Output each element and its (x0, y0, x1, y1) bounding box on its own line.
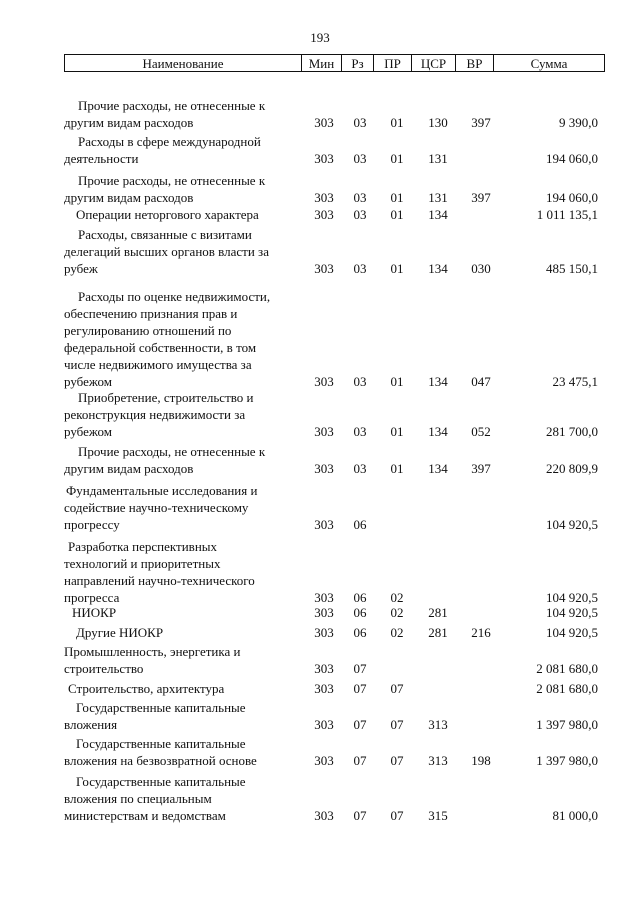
cell-csr: 134 (428, 261, 448, 276)
row-name-line: строительство (64, 661, 144, 676)
cell-pr: 07 (390, 753, 404, 768)
cell-sum: 2 081 680,0 (536, 681, 598, 696)
cell-min: 303 (314, 261, 334, 276)
row-name-line: Разработка перспективных (68, 539, 218, 554)
cell-pr: 01 (390, 190, 404, 205)
cell-csr: 131 (428, 151, 448, 166)
row-name-line: Прочие расходы, не отнесенные к (78, 173, 266, 188)
cell-min: 303 (314, 424, 334, 439)
cell-min: 303 (314, 115, 334, 130)
cell-pr: 02 (390, 590, 404, 605)
cell-csr: 313 (428, 753, 448, 768)
cell-pr: 01 (390, 374, 404, 389)
cell-csr: 281 (428, 625, 448, 640)
cell-rz: 03 (353, 261, 367, 276)
cell-sum: 104 920,5 (546, 625, 598, 640)
row-name-line: Приобретение, строительство и (78, 390, 254, 405)
row-name-line: Расходы в сфере международной (78, 134, 261, 149)
row-name-line: технологий и приоритетных (64, 556, 221, 571)
cell-vr: 052 (471, 424, 491, 439)
cell-min: 303 (314, 717, 334, 732)
row-name-line: Государственные капитальные (76, 736, 246, 751)
row-name-line: рубеж (64, 261, 98, 276)
cell-pr: 01 (390, 424, 404, 439)
cell-min: 303 (314, 605, 334, 620)
cell-csr: 281 (428, 605, 448, 620)
row-name-line: Государственные капитальные (76, 774, 246, 789)
cell-sum: 1 397 980,0 (536, 753, 598, 768)
cell-rz: 07 (353, 717, 367, 732)
cell-csr: 313 (428, 717, 448, 732)
row-name-line: реконструкция недвижимости за (64, 407, 246, 422)
header-sum: Сумма (493, 55, 604, 71)
cell-sum: 104 920,5 (546, 590, 598, 605)
row-name-line: прогресса (64, 590, 120, 605)
cell-pr: 02 (390, 625, 404, 640)
cell-vr: 397 (471, 190, 491, 205)
cell-vr: 030 (471, 261, 491, 276)
row-name-line: деятельности (64, 151, 139, 166)
cell-min: 303 (314, 625, 334, 640)
cell-rz: 03 (353, 151, 367, 166)
cell-rz: 06 (353, 605, 367, 620)
cell-csr: 130 (428, 115, 448, 130)
row-name-line: другим видам расходов (64, 461, 194, 476)
row-name-line: Расходы по оценке недвижимости, (78, 289, 271, 304)
row-name-line: другим видам расходов (64, 190, 194, 205)
row-name-line: вложения по специальным (64, 791, 212, 806)
cell-pr: 01 (390, 207, 404, 222)
table-header (64, 54, 605, 72)
cell-sum: 9 390,0 (559, 115, 598, 130)
cell-min: 303 (314, 753, 334, 768)
cell-sum: 194 060,0 (546, 151, 598, 166)
cell-rz: 07 (353, 753, 367, 768)
row-name-line: Расходы, связанные с визитами (78, 227, 252, 242)
cell-min: 303 (314, 461, 334, 476)
cell-rz: 03 (353, 461, 367, 476)
row-name-line: федеральной собственности, в том (64, 340, 257, 355)
cell-sum: 220 809,9 (546, 461, 598, 476)
cell-vr: 216 (471, 625, 491, 640)
cell-rz: 03 (353, 190, 367, 205)
row-name-line: другим видам расходов (64, 115, 194, 130)
cell-sum: 194 060,0 (546, 190, 598, 205)
cell-min: 303 (314, 190, 334, 205)
row-name-line: числе недвижимого имущества за (64, 357, 252, 372)
row-name-line: содействие научно-техническому (64, 500, 249, 515)
cell-sum: 1 397 980,0 (536, 717, 598, 732)
cell-pr: 07 (390, 717, 404, 732)
cell-min: 303 (314, 681, 334, 696)
header-min: Мин (301, 55, 341, 71)
cell-min: 303 (314, 151, 334, 166)
cell-pr: 01 (390, 261, 404, 276)
page-number: 193 (310, 30, 330, 45)
cell-rz: 06 (353, 517, 367, 532)
cell-rz: 06 (353, 590, 367, 605)
row-name-line: НИОКР (72, 605, 117, 620)
cell-vr: 047 (471, 374, 491, 389)
cell-vr: 397 (471, 115, 491, 130)
cell-sum: 281 700,0 (546, 424, 598, 439)
row-name-line: вложения (64, 717, 118, 732)
header-csr: ЦСР (411, 55, 455, 71)
row-name-line: рубежом (64, 424, 113, 439)
cell-sum: 2 081 680,0 (536, 661, 598, 676)
cell-min: 303 (314, 808, 334, 823)
row-name-line: вложения на безвозвратной основе (64, 753, 257, 768)
cell-rz: 03 (353, 424, 367, 439)
row-name-line: Прочие расходы, не отнесенные к (78, 444, 266, 459)
cell-csr: 131 (428, 190, 448, 205)
header-pr: ПР (373, 55, 411, 71)
cell-min: 303 (314, 590, 334, 605)
row-name-line: Промышленность, энергетика и (64, 644, 241, 659)
header-rz: Рз (341, 55, 373, 71)
header-name: Наименование (142, 56, 224, 71)
row-name-line: рубежом (64, 374, 113, 389)
cell-min: 303 (314, 207, 334, 222)
cell-rz: 07 (353, 681, 367, 696)
row-name-line: прогрессу (64, 517, 120, 532)
cell-pr: 01 (390, 115, 404, 130)
row-name-line: министерствам и ведомствам (64, 808, 226, 823)
row-name-line: регулированию отношений по (64, 323, 232, 338)
row-name-line: Операции неторгового характера (76, 207, 259, 222)
cell-pr: 07 (390, 681, 404, 696)
cell-min: 303 (314, 374, 334, 389)
row-name-line: Государственные капитальные (76, 700, 246, 715)
cell-rz: 06 (353, 625, 367, 640)
cell-pr: 01 (390, 151, 404, 166)
cell-rz: 07 (353, 808, 367, 823)
cell-sum: 1 011 135,1 (536, 207, 598, 222)
cell-rz: 07 (353, 661, 367, 676)
cell-csr: 134 (428, 207, 448, 222)
cell-csr: 134 (428, 374, 448, 389)
cell-sum: 485 150,1 (546, 261, 598, 276)
row-name-line: обеспечению признания прав и (64, 306, 238, 321)
row-name-line: Строительство, архитектура (68, 681, 225, 696)
cell-sum: 23 475,1 (552, 374, 598, 389)
cell-sum: 104 920,5 (546, 605, 598, 620)
cell-pr: 01 (390, 461, 404, 476)
row-name-line: делегаций высших органов власти за (64, 244, 269, 259)
cell-csr: 315 (428, 808, 448, 823)
row-name-line: направлений научно-технического (64, 573, 255, 588)
cell-rz: 03 (353, 207, 367, 222)
header-vr: ВР (455, 55, 493, 71)
row-name-line: Другие НИОКР (76, 625, 164, 640)
cell-rz: 03 (353, 374, 367, 389)
cell-sum: 104 920,5 (546, 517, 598, 532)
cell-pr: 02 (390, 605, 404, 620)
row-name-line: Прочие расходы, не отнесенные к (78, 98, 266, 113)
cell-min: 303 (314, 517, 334, 532)
cell-sum: 81 000,0 (552, 808, 598, 823)
cell-pr: 07 (390, 808, 404, 823)
cell-rz: 03 (353, 115, 367, 130)
cell-vr: 198 (471, 753, 491, 768)
cell-csr: 134 (428, 461, 448, 476)
cell-csr: 134 (428, 424, 448, 439)
cell-vr: 397 (471, 461, 491, 476)
cell-min: 303 (314, 661, 334, 676)
row-name-line: Фундаментальные исследования и (66, 483, 258, 498)
